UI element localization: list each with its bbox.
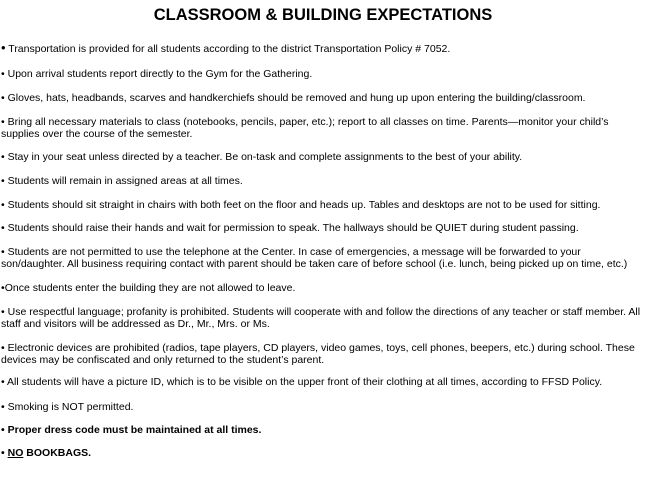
- bullet: •: [1, 116, 5, 128]
- list-item-gloves-hats: [1, 92, 641, 104]
- bullet: •: [1, 40, 6, 55]
- list-item-text: Electronic devices are prohibited (radios, tape players, CD players, video games, toys, cell phones, beepers, etc.) during school. These devices may be confiscated and only returned to the student’s parent.: [1, 342, 635, 366]
- list-item-respectful-language: [1, 306, 641, 330]
- bullet: •: [1, 199, 5, 211]
- list-item-text: Students will remain in assigned areas at all times.: [4, 175, 243, 187]
- list-item-posture: [1, 199, 641, 211]
- list-item-text: BOOKBAGS.: [23, 447, 92, 459]
- bullet: •: [1, 376, 5, 388]
- bullet: •: [1, 222, 5, 234]
- list-item-text: Use respectful language; profanity is prohibited. Students will cooperate with and follow the directions of any teacher or staff member. All staff and visitors will be addressed as Dr., Mr., Mrs. or Ms.: [1, 306, 641, 330]
- list-item-bookbags: [1, 447, 641, 459]
- list-item-text: Students should sit straight in chairs with both feet on the floor and heads up. Tables and desktops are not to be used for sitting.: [4, 199, 601, 211]
- list-item-text: Students are not permitted to use the telephone at the Center. In case of emergencies, a message will be forwarded to your son/daughter. All business requiring contact with parent should be taken care of before school (i.e. lunch, being picked up on time, etc.): [1, 246, 628, 270]
- list-item-text: Smoking is NOT permitted.: [4, 401, 134, 413]
- list-item-text: Students should raise their hands and wait for permission to speak. The hallways should be QUIET during student passing.: [4, 222, 579, 234]
- list-item-electronic-devices: [1, 342, 641, 366]
- list-item-text: Transportation is provided for all students according to the district Transportation Policy # 7052.: [5, 43, 451, 55]
- list-item-materials: [1, 116, 641, 140]
- list-item-smoking: [1, 401, 641, 413]
- bullet: •: [1, 401, 5, 413]
- bullet: •: [1, 306, 5, 318]
- list-item-text: Once students enter the building they are not allowed to leave.: [4, 282, 296, 294]
- list-item-text: Gloves, hats, headbands, scarves and handkerchiefs should be removed and hung up upon entering the building/classroom.: [4, 92, 586, 104]
- list-item-leave-building: [1, 282, 641, 294]
- bullet: •: [1, 282, 5, 294]
- list-item-arrival: [1, 68, 641, 80]
- list-item-text: Upon arrival students report directly to the Gym for the Gathering.: [4, 68, 313, 80]
- list-item-dress-code: [1, 424, 641, 436]
- list-item-text: All students will have a picture ID, which is to be visible on the upper front of their clothing at all times, according to FFSD Policy.: [4, 376, 603, 388]
- list-item-picture-id: [1, 376, 641, 388]
- list-item-raise-hands: [1, 222, 641, 234]
- bullet: •: [1, 175, 5, 187]
- list-item-text-underlined: NO: [7, 447, 24, 459]
- bullet: •: [1, 424, 5, 436]
- list-item-text: Bring all necessary materials to class (notebooks, pencils, paper, etc.); report to all classes on time. Parents—monitor your child’s supplies over the course of the semester.: [1, 116, 609, 140]
- list-item-text: Proper dress code must be maintained at all times.: [4, 424, 262, 436]
- list-item-assigned-areas: [1, 175, 641, 187]
- bullet: •: [1, 151, 5, 163]
- bullet: •: [1, 447, 5, 459]
- bullet: •: [1, 92, 5, 104]
- list-item-transportation: [1, 42, 641, 55]
- list-item-text: Stay in your seat unless directed by a teacher. Be on-task and complete assignments to the best of your ability.: [4, 151, 523, 163]
- bullet: •: [1, 68, 5, 80]
- page-title: CLASSROOM & BUILDING EXPECTATIONS: [153, 6, 493, 24]
- list-item-telephone: [1, 246, 641, 270]
- list-item-stay-seated: [1, 151, 641, 163]
- bullet: •: [1, 342, 5, 354]
- bullet: •: [1, 246, 5, 258]
